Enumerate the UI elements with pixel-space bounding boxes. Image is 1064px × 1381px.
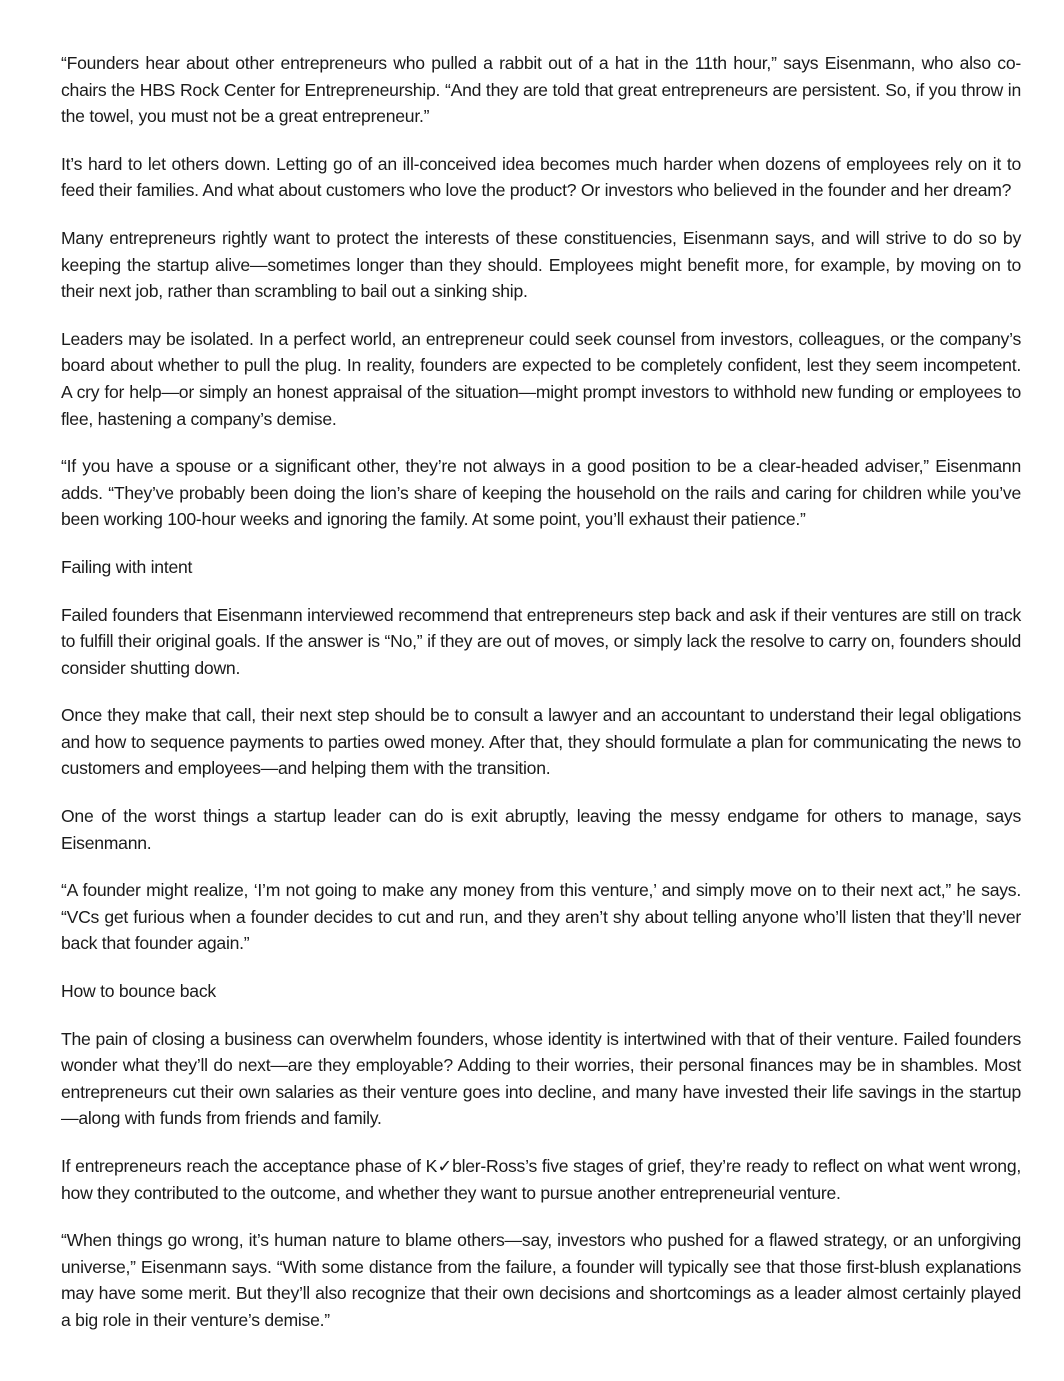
paragraph-next-step: Once they make that call, their next step should be to consult a lawyer and an accountant to understand their legal obligations and how to sequence payments to parties owed money. After that, they should formulate a plan for communicating the news to customers and employees—and helping them with the transition. xyxy=(61,705,1021,779)
paragraph-pain-of-closing: The pain of closing a business can overwhelm founders, whose identity is intertwined with that of their venture. Failed founders wonder what they’ll do next—are they employable? Adding to their worries, their personal finances may be in shambles. Most entrepreneurs cut their own salaries as their venture goes into decline, and many have invested their life savings in the startup—along with funds from friends and family. xyxy=(61,1028,1021,1129)
paragraph-exit-abruptly: One of the worst things a startup leader can do is exit abruptly, leaving the messy endgame for others to manage, says Eisenmann. xyxy=(61,806,1021,853)
paragraph-vcs-furious: “A founder might realize, ‘I’m not going to make any money from this venture,’ and simply move on to their next act,” he says. “VCs get furious when a founder decides to cut and run, and they aren’t shy about telling anyone who’ll listen that they’ll never back that founder again.” xyxy=(61,880,1021,954)
paragraph-persistence-myth: “Founders hear about other entrepreneurs who pulled a rabbit out of a hat in the 11th hour,” says Eisenmann, who also co-chairs the HBS Rock Center for Entrepreneurship. “And they are told that great entrepreneurs are persistent. So, if you throw in the towel, you must not be a great entrepreneur.” xyxy=(61,53,1021,127)
paragraph-step-back: Failed founders that Eisenmann interviewed recommend that entrepreneurs step back and ask if their ventures are still on track to fulfill their original goals. If the answer is “No,” if they are out of moves, or simply lack the resolve to carry on, founders should consider shutting down. xyxy=(61,604,1021,678)
section-heading-bounce-back: How to bounce back xyxy=(61,981,216,1002)
paragraph-spouse-adviser: “If you have a spouse or a significant other, they’re not always in a good position to be a clear-headed adviser,” Eisenmann adds. “They’ve probably been doing the lion’s share of keeping the household on the rails and caring for children while you’ve been working 100-hour weeks and ignoring the family. At some point, you’ll exhaust their patience.” xyxy=(61,456,1021,530)
section-heading-failing-with-intent: Failing with intent xyxy=(61,556,193,577)
paragraph-blame-others: “When things go wrong, it’s human nature to blame others—say, investors who pushed for a flawed strategy, or an unforgiving universe,” Eisenmann says. “With some distance from the failure, a founder will typically see that those first-blush explanations may have some merit. But they’ll also recognize that their own decisions and shortcomings as a leader almost certainly played a big role in their venture’s demise.” xyxy=(61,1230,1021,1330)
paragraph-letting-others-down: It’s hard to let others down. Letting go of an ill-conceived idea becomes much harder when dozens of employees rely on it to feed their families. And what about customers who love the product? Or investors who believed in the founder and her dream? xyxy=(61,153,1021,201)
article-body xyxy=(61,50,1021,1355)
paragraph-leaders-isolated: Leaders may be isolated. In a perfect world, an entrepreneur could seek counsel from investors, colleagues, or the company’s board about whether to pull the plug. In reality, founders are expected to be completely confident, lest they seem incompetent. A cry for help—or simply an honest appraisal of the situation—might prompt investors to withhold new funding or employees to flee, hastening a company’s demise. xyxy=(61,328,1021,429)
paragraph-constituencies: Many entrepreneurs rightly want to protect the interests of these constituencies, Eisenmann says, and will strive to do so by keeping the startup alive—sometimes longer than they should. Employees might benefit more, for example, by moving on to their next job, rather than scrambling to bail out a sinking ship. xyxy=(61,227,1021,302)
paragraph-acceptance-phase: If entrepreneurs reach the acceptance phase of K✓bler-Ross’s five stages of grief, they’re ready to reflect on what went wrong, how they contributed to the outcome, and whether they want to pursue another entrepreneurial venture. xyxy=(61,1156,1021,1203)
